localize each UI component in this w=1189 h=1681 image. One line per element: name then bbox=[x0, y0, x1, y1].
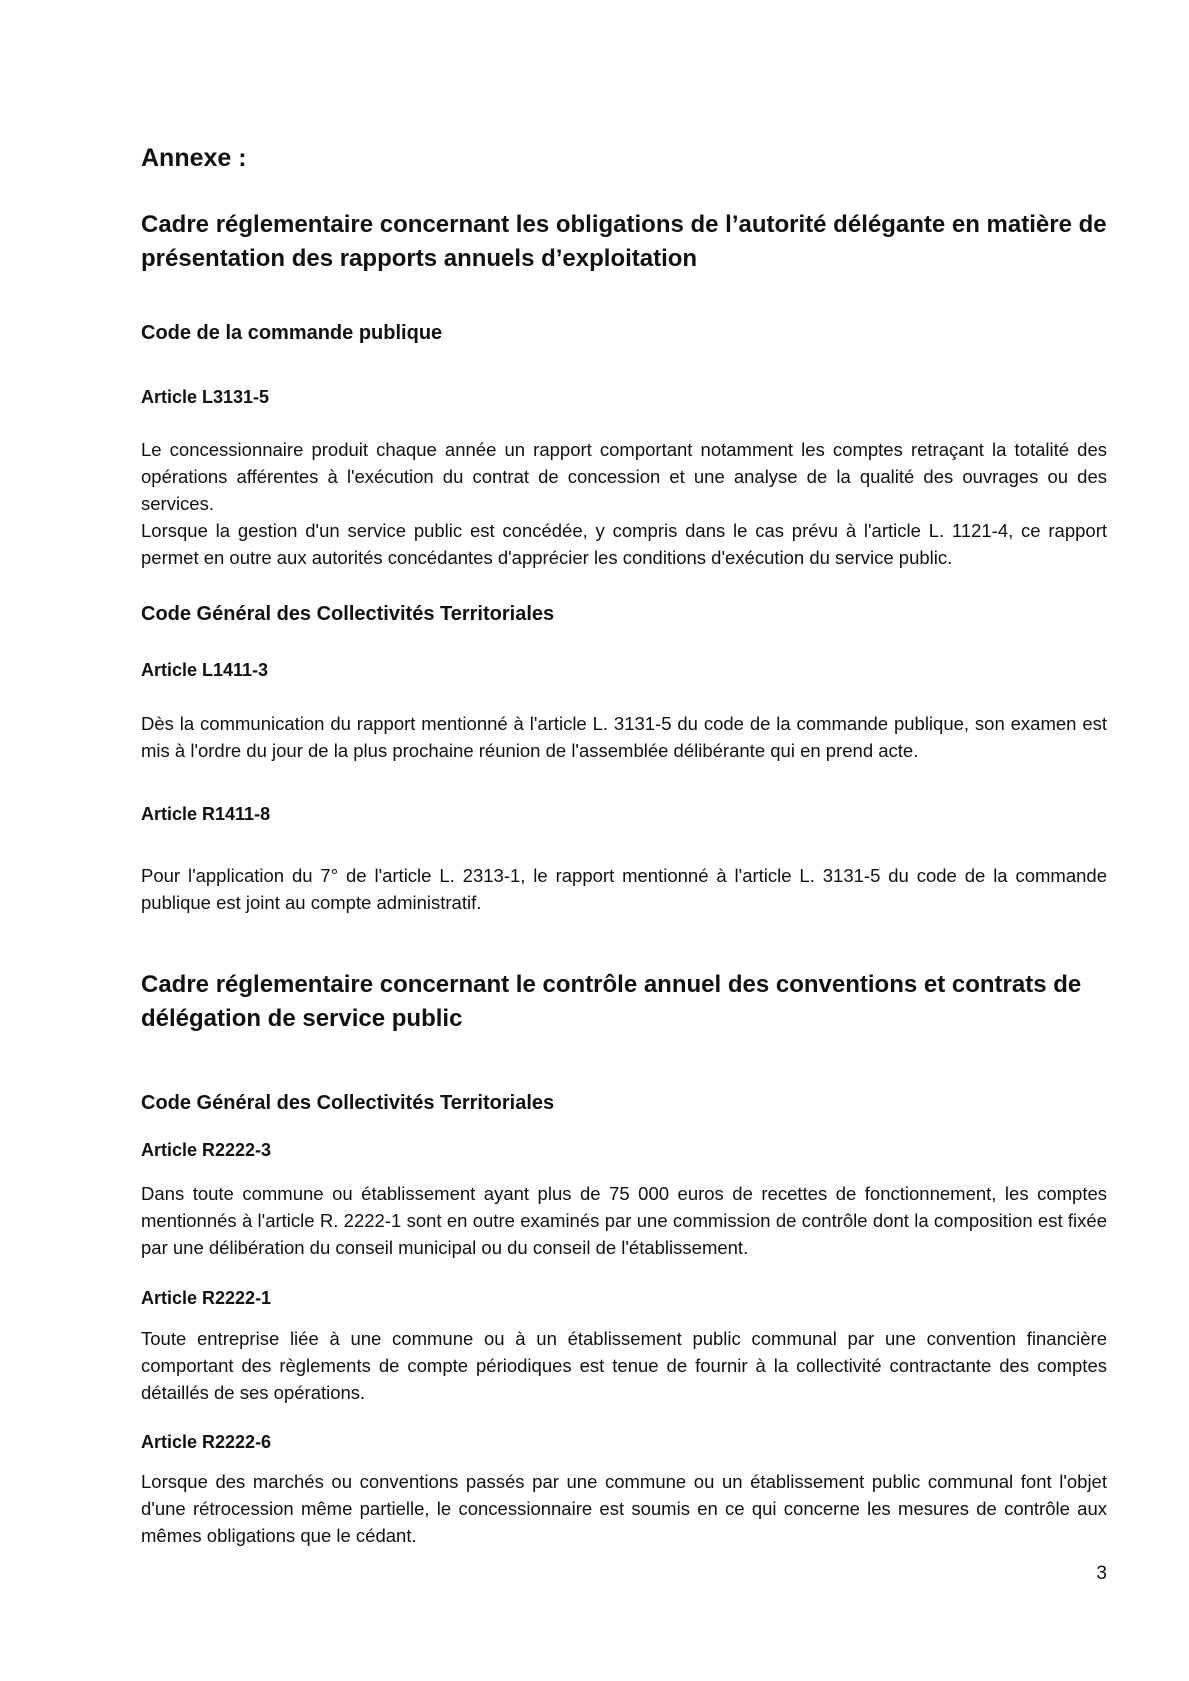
section-title: Cadre réglementaire concernant les obligations de l’autorité délégante en matière de présentation des rapports annuels d’exploitation bbox=[141, 211, 1107, 272]
code-title: Code Général des Collectivités Territoriales bbox=[141, 1092, 555, 1114]
code-title: Code Général des Collectivités Territoriales bbox=[141, 603, 555, 625]
article-paragraph: Lorsque la gestion d'un service public est concédée, y compris dans le cas prévu à l'article L. 1121-4, ce rapport permet en outre aux autorités concédantes d'apprécier les conditions d'exécution du service public. bbox=[141, 520, 1107, 568]
article-paragraph: Pour l'application du 7° de l'article L. 2313-1, le rapport mentionné à l'article L. 3131-5 du code de la commande publique est joint au compte administratif. bbox=[141, 865, 1107, 913]
article-paragraph: Dans toute commune ou établissement ayant plus de 75 000 euros de recettes de fonctionnement, les comptes mentionnés à l'article R. 2222-1 sont en outre examinés par une commission de contrôle dont la composition est fixée par une délibération du conseil municipal ou du conseil de l'établissement. bbox=[141, 1183, 1107, 1258]
article-title: Article L3131-5 bbox=[141, 387, 270, 407]
article-title: Article R1411-8 bbox=[141, 804, 271, 824]
annexe-title: Annexe : bbox=[141, 144, 247, 172]
article-title: Article R2222-1 bbox=[141, 1288, 272, 1308]
article-paragraph: Le concessionnaire produit chaque année un rapport comportant notamment les comptes retraçant la totalité des opérations afférentes à l'exécution du contrat de concession et une analyse de la qualité des ouvrages ou des services. bbox=[141, 439, 1107, 514]
page-number: 3 bbox=[1096, 1563, 1107, 1584]
article-title: Article R2222-3 bbox=[141, 1140, 272, 1160]
code-title: Code de la commande publique bbox=[141, 322, 443, 344]
article-paragraph: Dès la communication du rapport mentionné à l'article L. 3131-5 du code de la commande publique, son examen est mis à l'ordre du jour de la plus prochaine réunion de l'assemblée délibérante qui en prend acte. bbox=[141, 713, 1107, 761]
article-paragraph: Lorsque des marchés ou conventions passés par une commune ou un établissement public communal font l'objet d'une rétrocession même partielle, le concessionnaire est soumis en ce qui concerne les mesures de contrôle aux mêmes obligations que le cédant. bbox=[141, 1471, 1107, 1546]
article-paragraph: Toute entreprise liée à une commune ou à un établissement public communal par une convention financière comportant des règlements de compte périodiques est tenue de fournir à la collectivité contractante des comptes détaillés de ses opérations. bbox=[141, 1328, 1107, 1403]
section-title: Cadre réglementaire concernant le contrôle annuel des conventions et contrats de délégation de service public bbox=[141, 971, 1082, 1032]
article-title: Article R2222-6 bbox=[141, 1432, 272, 1452]
article-title: Article L1411-3 bbox=[141, 660, 269, 680]
